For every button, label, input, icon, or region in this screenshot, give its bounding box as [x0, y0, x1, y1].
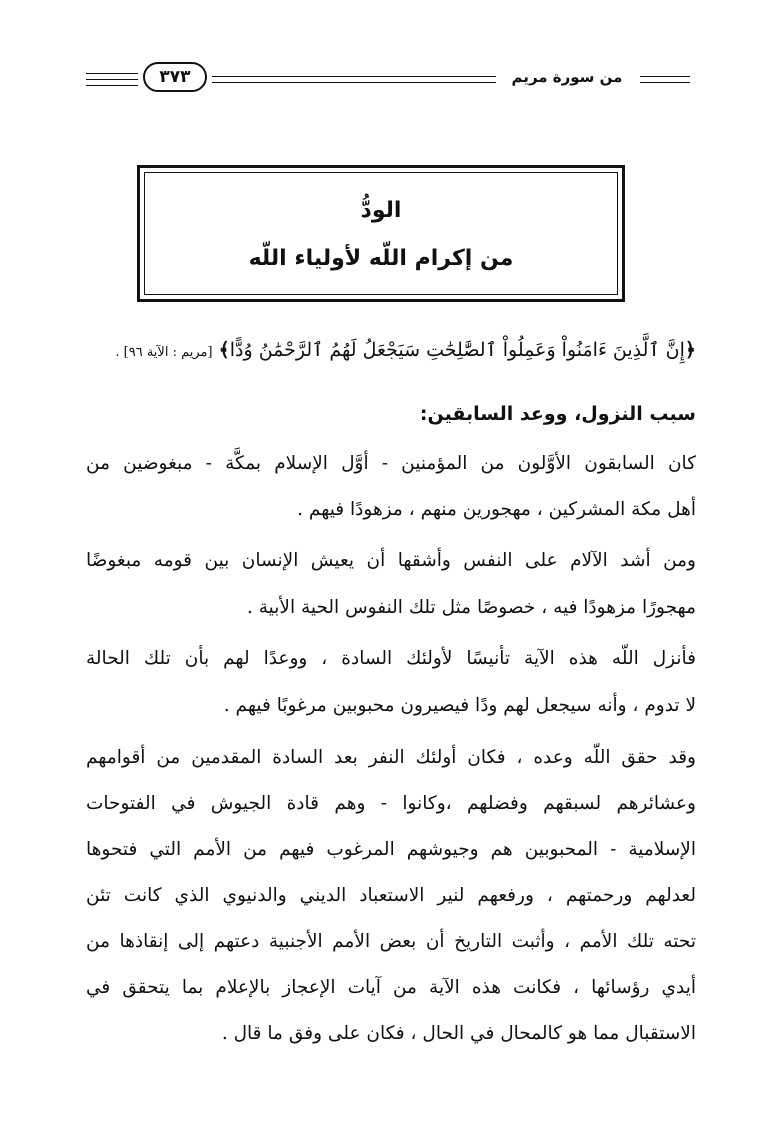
paragraph-line: أيدي رؤسائها ، فكانت هذه الآية من آيات الإعجاز بالإعلام بما يتحقق في	[86, 977, 696, 998]
quran-verse	[86, 330, 696, 370]
paragraph-line: وقد حقق اللّه وعده ، فكان أولئك النفر بعد السادة المقدمين من أقوامهم	[86, 747, 696, 768]
header-rule	[640, 82, 690, 83]
verse-text: إِنَّ ٱلَّذِينَ ءَامَنُواْ وَعَمِلُواْ ٱلصَّٰلِحَٰتِ سَيَجْعَلُ لَهُمُ ٱلرَّحْمَٰنُ وُدًّا	[229, 339, 685, 361]
paragraph-line: مهجورًا مزهودًا فيه ، خصوصًا مثل تلك النفوس الحية الأبية .	[247, 597, 696, 618]
verse-reference: [مريم : الآية ٩٦] .	[115, 345, 213, 360]
chapter-title: الودُّ	[360, 198, 402, 223]
header-rule	[86, 79, 138, 80]
surah-title: من سورة مريم	[511, 68, 623, 86]
paragraph-line: تحته تلك الأمم ، وأثبت التاريخ أن بعض الأمم الأجنبية دعتهم إلى إنقاذها من	[86, 931, 696, 952]
chapter-title-frame	[144, 172, 618, 295]
header-rule	[86, 73, 138, 74]
paragraph-line: وعشائرهم لسبقهم وفضلهم ،وكانوا - وهم قادة الجيوش في الفتوحات	[86, 793, 696, 814]
page-number-text: ٣٧٣	[159, 67, 191, 87]
paragraph-line: لا تدوم ، وأنه سيجعل لهم ودًا فيصيرون محبوبين مرغوبًا فيهم .	[223, 695, 696, 716]
header-rule	[212, 82, 496, 83]
chapter-subtitle: من إكرام اللّه لأولياء اللّه	[248, 246, 514, 271]
page-number	[143, 62, 207, 92]
paragraph-line: لعدلهم ورحمتهم ، ورفعهم لنير الاستعباد الديني والدنيوي الذي كانت تئن	[86, 885, 696, 906]
header-rule	[640, 76, 690, 77]
verse-open-bracket: ﴿	[684, 339, 696, 361]
paragraph-line: الإسلامية - المحبوبين هم وجيوشهم المرغوب فيهم من الأمم التي فتحوها	[86, 839, 696, 860]
paragraph-line: أهل مكة المشركين ، مهجورين منهم ، مزهودًا فيهم .	[297, 499, 696, 520]
paragraph-line: الاستقبال مما هو كالمحال في الحال ، فكان على وفق ما قال .	[221, 1023, 696, 1044]
verse-close-bracket: ﴾	[218, 339, 230, 361]
header-rule	[86, 85, 138, 86]
paragraph-line: فأنزل اللّه هذه الآية تأنيسًا لأولئك السادة ، ووعدًا لهم بأن تلك الحالة	[86, 648, 696, 669]
section-heading: سبب النزول، ووعد السابقين:	[419, 403, 696, 425]
paragraph-line: كان السابقون الأوَّلون من المؤمنين - أوَّل الإسلام بمكَّة - مبغوضين من	[86, 453, 696, 474]
paragraph-line: ومن أشد الآلام على النفس وأشقها أن يعيش الإنسان بين قومه مبغوضًا	[86, 550, 696, 571]
chapter-title-box	[137, 165, 625, 302]
header-rule	[212, 76, 496, 77]
